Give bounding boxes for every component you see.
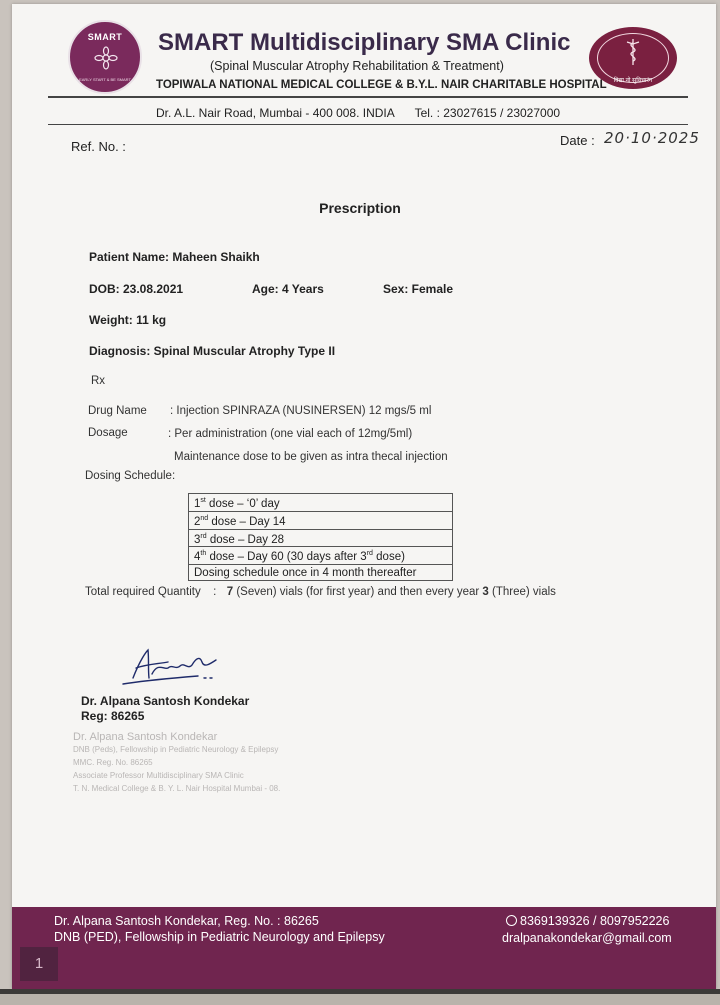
- flower-icon: [94, 46, 118, 70]
- stamp-line: Associate Professor Multidisciplinary SMA Clinic: [73, 771, 244, 780]
- date-value: 20·10·2025: [604, 129, 700, 147]
- date-label: Date :: [560, 133, 595, 148]
- rx-symbol: Rx: [91, 375, 106, 387]
- schedule-cell: 1st dose – ‘0’ day: [189, 494, 453, 512]
- footer-band: [12, 907, 716, 989]
- patient-dob: DOB: 23.08.2021: [89, 282, 184, 296]
- footer-doctor: Dr. Alpana Santosh Kondekar, Reg. No. : 86265: [54, 914, 319, 928]
- stamp-line: DNB (Peds), Fellowship in Pediatric Neurology & Epilepsy: [73, 745, 279, 754]
- stamp-name: Dr. Alpana Santosh Kondekar: [73, 731, 218, 743]
- header-divider: [48, 96, 688, 98]
- table-row: [189, 565, 453, 581]
- whatsapp-icon: [506, 915, 517, 926]
- doctor-stamp: [73, 731, 280, 795]
- logo-slogan: EARLY START & BE SMART: [79, 77, 131, 82]
- caduceus-icon: [625, 39, 641, 65]
- schedule-cell: 2nd dose – Day 14: [189, 511, 453, 529]
- address-divider: [48, 124, 688, 125]
- dosing-schedule-table: [188, 493, 453, 581]
- dosage-label: Dosage: [88, 427, 128, 439]
- dosage-value: : Per administration (one vial each of 12mg/5ml): [168, 428, 413, 440]
- address-line: [156, 106, 560, 120]
- drug-value: : Injection SPINRAZA (NUSINERSEN) 12 mgs/5 ml: [170, 405, 432, 417]
- telephone: Tel. : 23027615 / 23027000: [414, 106, 561, 120]
- schedule-cell: 3rd dose – Day 28: [189, 529, 453, 547]
- stamp-line: MMC. Reg. No. 86265: [73, 758, 153, 767]
- footer-qualification: DNB (PED), Fellowship in Pediatric Neurology and Epilepsy: [54, 930, 385, 944]
- patient-sex: Sex: Female: [383, 282, 454, 296]
- emblem-motto: विद्या नो सुविचारंग: [613, 78, 653, 84]
- prescription-heading: Prescription: [319, 200, 401, 216]
- page-number: 1: [20, 947, 58, 981]
- patient-name: Patient Name: Maheen Shaikh: [89, 250, 260, 264]
- schedule-label: Dosing Schedule:: [85, 470, 176, 482]
- patient-weight: Weight: 11 kg: [89, 313, 167, 327]
- stamp-line: T. N. Medical College & B. Y. L. Nair Hospital Mumbai - 08.: [73, 784, 281, 793]
- drug-label: Drug Name: [88, 405, 147, 417]
- smart-logo: [68, 20, 142, 94]
- ref-number-label: Ref. No. :: [71, 139, 126, 154]
- clinic-subtitle: (Spinal Muscular Atrophy Rehabilitation & Treatment): [210, 59, 504, 73]
- scan-edge: [0, 994, 720, 1005]
- table-row: [189, 547, 453, 565]
- diagnosis: Diagnosis: Spinal Muscular Atrophy Type II: [89, 344, 336, 358]
- schedule-cell: Dosing schedule once in 4 month thereafter: [189, 565, 453, 581]
- footer-email: dralpanakondekar@gmail.com: [502, 931, 672, 945]
- hospital-name: TOPIWALA NATIONAL MEDICAL COLLEGE & B.Y.L. NAIR CHARITABLE HOSPITAL: [156, 79, 607, 91]
- table-row: [189, 511, 453, 529]
- maintenance-note: Maintenance dose to be given as intra thecal injection: [174, 451, 448, 463]
- footer-phone: 8369139326 / 8097952226: [506, 914, 669, 928]
- logo-text: SMART: [87, 32, 123, 42]
- total-quantity: Total required Quantity : 7 (Seven) vials (for first year) and then every year 3 (Three) vials: [85, 586, 556, 598]
- doctor-name: Dr. Alpana Santosh Kondekar: [81, 694, 250, 708]
- doctor-signature: [118, 640, 228, 688]
- address: Dr. A.L. Nair Road, Mumbai - 400 008. INDIA: [156, 106, 395, 120]
- clinic-title: SMART Multidisciplinary SMA Clinic: [158, 29, 571, 56]
- table-row: [189, 529, 453, 547]
- table-row: [189, 494, 453, 512]
- doctor-reg: Reg: 86265: [81, 709, 145, 723]
- college-emblem: [589, 27, 677, 89]
- patient-age: Age: 4 Years: [252, 282, 324, 296]
- schedule-cell: 4th dose – Day 60 (30 days after 3rd dose): [189, 547, 453, 565]
